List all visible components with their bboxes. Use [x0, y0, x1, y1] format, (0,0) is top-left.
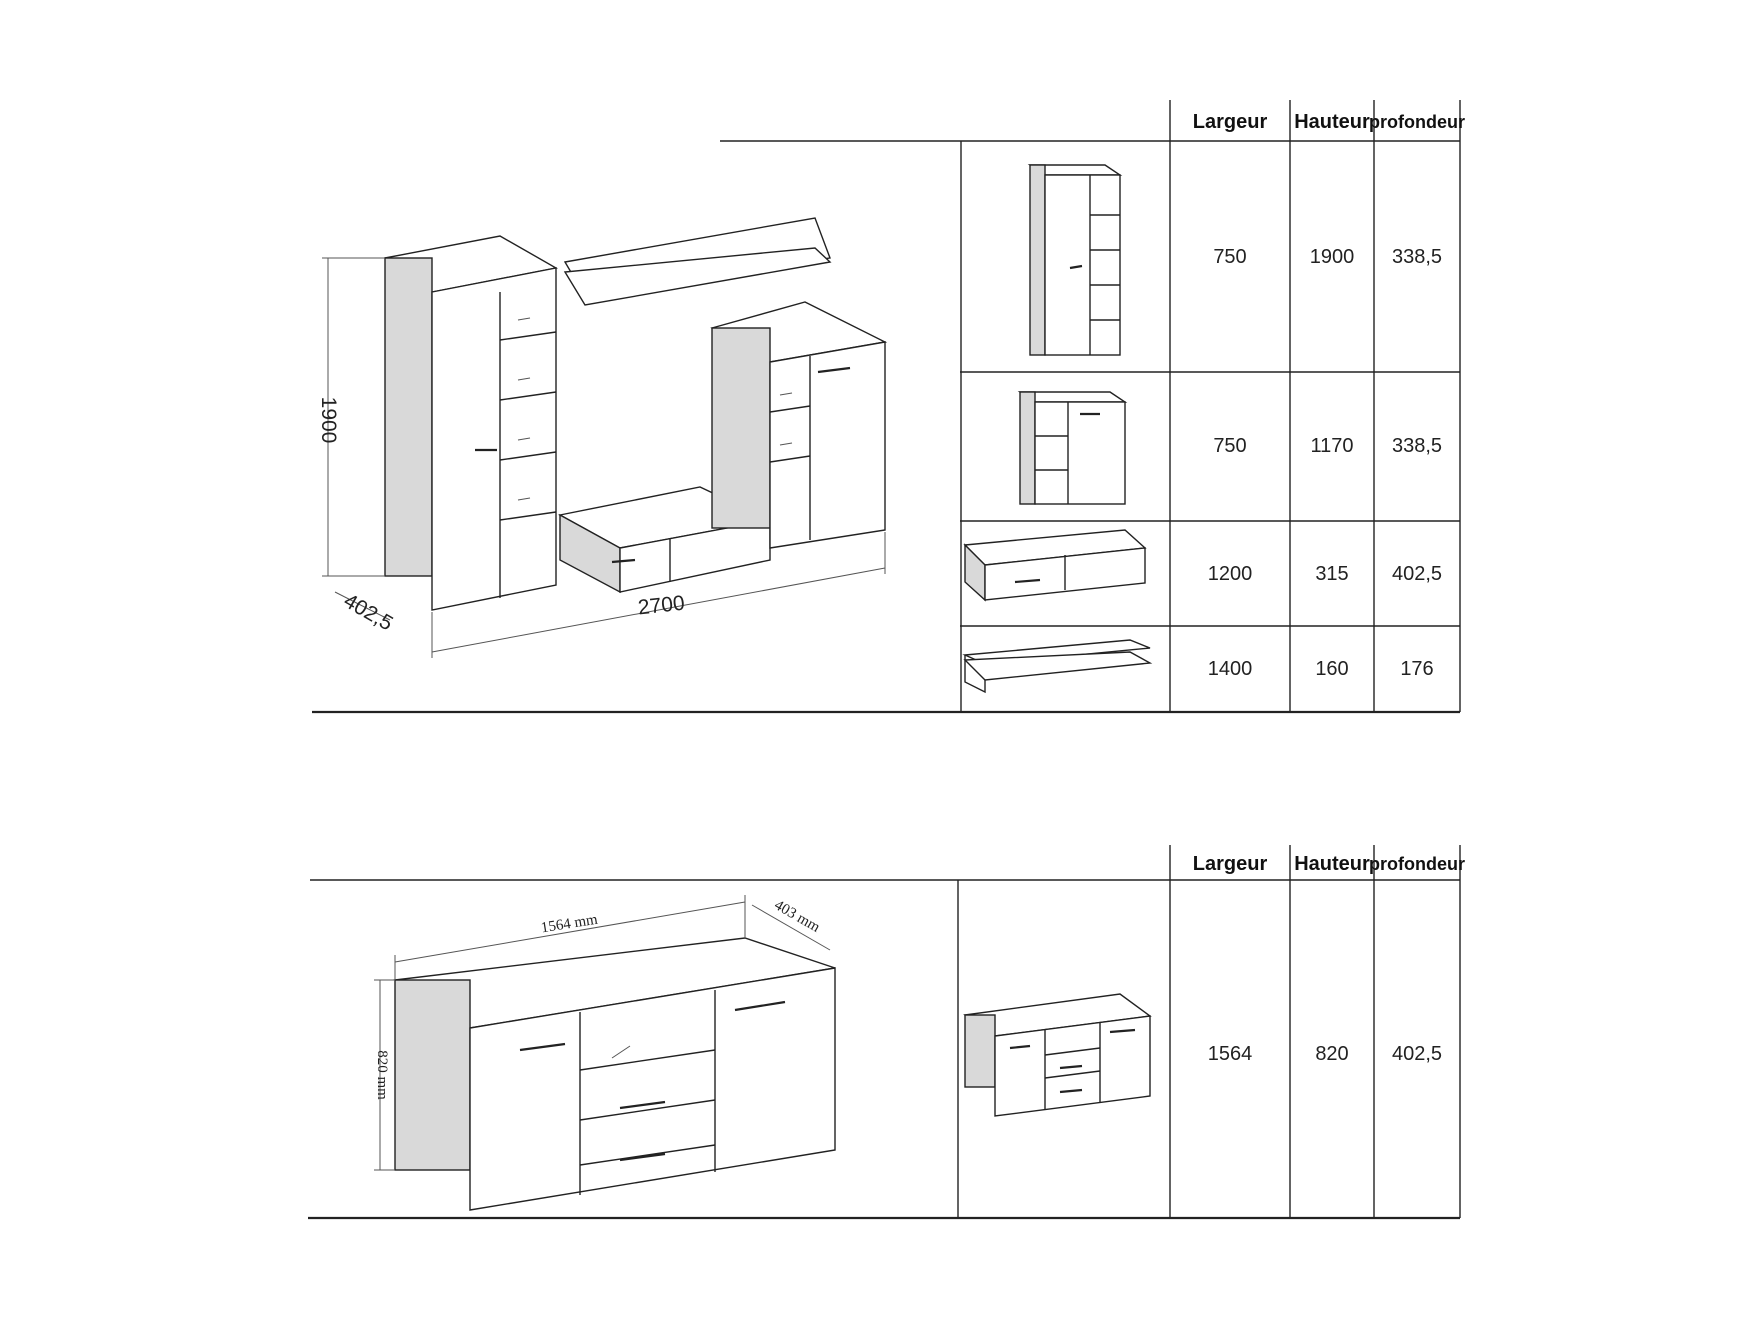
row1-largeur: 750 — [1213, 246, 1247, 268]
row1-hauteur: 1900 — [1309, 246, 1355, 268]
thumb-sideboard — [965, 994, 1150, 1116]
thumb-small-cabinet — [1020, 392, 1125, 504]
row4-profondeur: 176 — [1400, 658, 1434, 680]
thumb-tall-cabinet — [1030, 165, 1120, 355]
row3-profondeur: 402,5 — [1391, 563, 1443, 585]
header-profondeur: profondeur — [1369, 112, 1465, 132]
header-largeur: Largeur — [1192, 111, 1268, 133]
header2-hauteur: Hauteur — [1294, 853, 1370, 875]
row3-hauteur: 315 — [1315, 563, 1349, 585]
dim-depth-4025: 402,5 — [339, 589, 397, 636]
row3-largeur: 1200 — [1207, 563, 1253, 585]
row5-hauteur: 820 — [1315, 1043, 1349, 1065]
row4-largeur: 1400 — [1207, 658, 1253, 680]
sideboard-drawing — [374, 895, 835, 1210]
header2-largeur: Largeur — [1192, 853, 1268, 875]
thumb-wall-shelf — [965, 640, 1150, 692]
dim-width-1564mm: 1564 mm — [539, 911, 599, 937]
row5-largeur: 1564 — [1207, 1043, 1253, 1065]
dim-height-1900: 1900 — [317, 396, 340, 444]
thumb-tv-stand — [965, 530, 1145, 600]
header2-profondeur: profondeur — [1369, 854, 1465, 874]
row2-hauteur: 1170 — [1310, 435, 1354, 457]
row4-hauteur: 160 — [1315, 658, 1349, 680]
row2-profondeur: 338,5 — [1391, 435, 1443, 457]
dim-height-820mm: 820 mm — [374, 1050, 390, 1100]
row5-profondeur: 402,5 — [1391, 1043, 1443, 1065]
header-hauteur: Hauteur — [1294, 111, 1370, 133]
wall-unit-drawing — [317, 218, 885, 658]
dim-width-2700: 2700 — [636, 591, 686, 620]
row2-largeur: 750 — [1213, 435, 1247, 457]
dim-depth-403mm: 403 mm — [771, 897, 823, 936]
row1-profondeur: 338,5 — [1391, 246, 1443, 268]
